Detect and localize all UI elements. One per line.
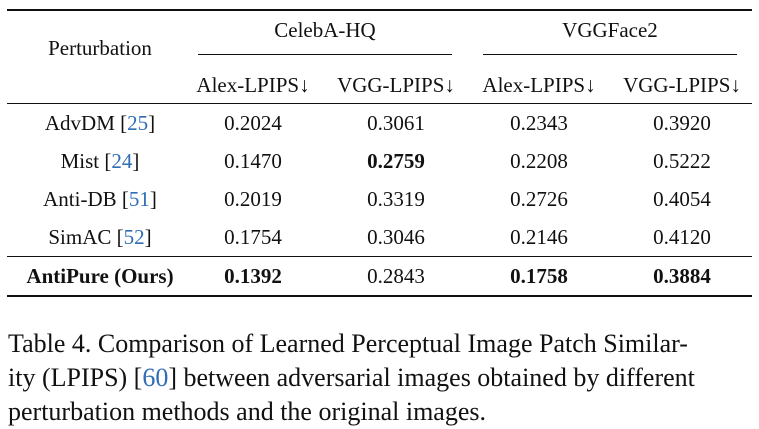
ours-rule [7, 256, 752, 257]
table-row-label: SimAC [52] [48, 225, 152, 249]
table-cell: 0.2024 [224, 111, 282, 135]
citation-link[interactable]: 24 [111, 149, 133, 173]
table-cell: 0.4120 [653, 225, 711, 249]
table-cell: 0.2343 [510, 111, 568, 135]
table-cell: 0.5222 [653, 149, 711, 173]
citation-link[interactable]: 52 [123, 225, 145, 249]
table-cell-best: 0.1392 [224, 264, 282, 288]
caption-line: Table 4. Comparison of Learned Perceptual Image Patch Similar- [8, 329, 688, 358]
top-rule [7, 9, 752, 11]
table-cell: 0.2843 [367, 264, 425, 288]
table-row-label: Mist [24] [60, 149, 140, 173]
bottom-rule [7, 295, 752, 297]
table-cell-best: 0.1758 [510, 264, 568, 288]
table-cell: 0.1470 [224, 149, 282, 173]
celeba-hq-group-rule [198, 54, 452, 55]
table-cell: 0.3061 [367, 111, 425, 135]
table-caption [8, 327, 756, 429]
column-header: VGG-LPIPS↓ [623, 73, 741, 97]
table-cell: 0.3920 [653, 111, 711, 135]
citation-link[interactable]: 25 [127, 111, 149, 135]
citation-link[interactable]: 60 [142, 363, 169, 392]
table-cell: 0.2146 [510, 225, 568, 249]
column-header: Alex-LPIPS↓ [482, 73, 596, 97]
header-rule [7, 103, 752, 104]
caption-line: perturbation methods and the original images. [8, 397, 486, 426]
table-cell-best: 0.3884 [653, 264, 711, 288]
column-header: Alex-LPIPS↓ [196, 73, 310, 97]
ours-row-label: AntiPure (Ours) [26, 264, 174, 288]
table-cell: 0.4054 [653, 187, 711, 211]
table-cell: 0.3319 [367, 187, 425, 211]
table-cell: 0.2726 [510, 187, 568, 211]
table-cell: 0.2208 [510, 149, 568, 173]
table-cell: 0.2019 [224, 187, 282, 211]
caption-line: ity (LPIPS) [60] between adversarial images obtained by different [8, 363, 695, 392]
table-row-label: Anti-DB [51] [43, 187, 157, 211]
table-row-label: AdvDM [25] [44, 111, 156, 135]
table-cell-best: 0.2759 [367, 149, 425, 173]
celeba-hq-group-header: CelebA-HQ [274, 18, 376, 42]
citation-link[interactable]: 51 [128, 187, 150, 211]
table-cell: 0.1754 [224, 225, 282, 249]
perturbation-header: Perturbation [48, 36, 152, 60]
vggface2-group-header: VGGFace2 [562, 18, 658, 42]
column-header: VGG-LPIPS↓ [337, 73, 455, 97]
table-cell: 0.3046 [367, 225, 425, 249]
vggface2-group-rule [483, 54, 737, 55]
